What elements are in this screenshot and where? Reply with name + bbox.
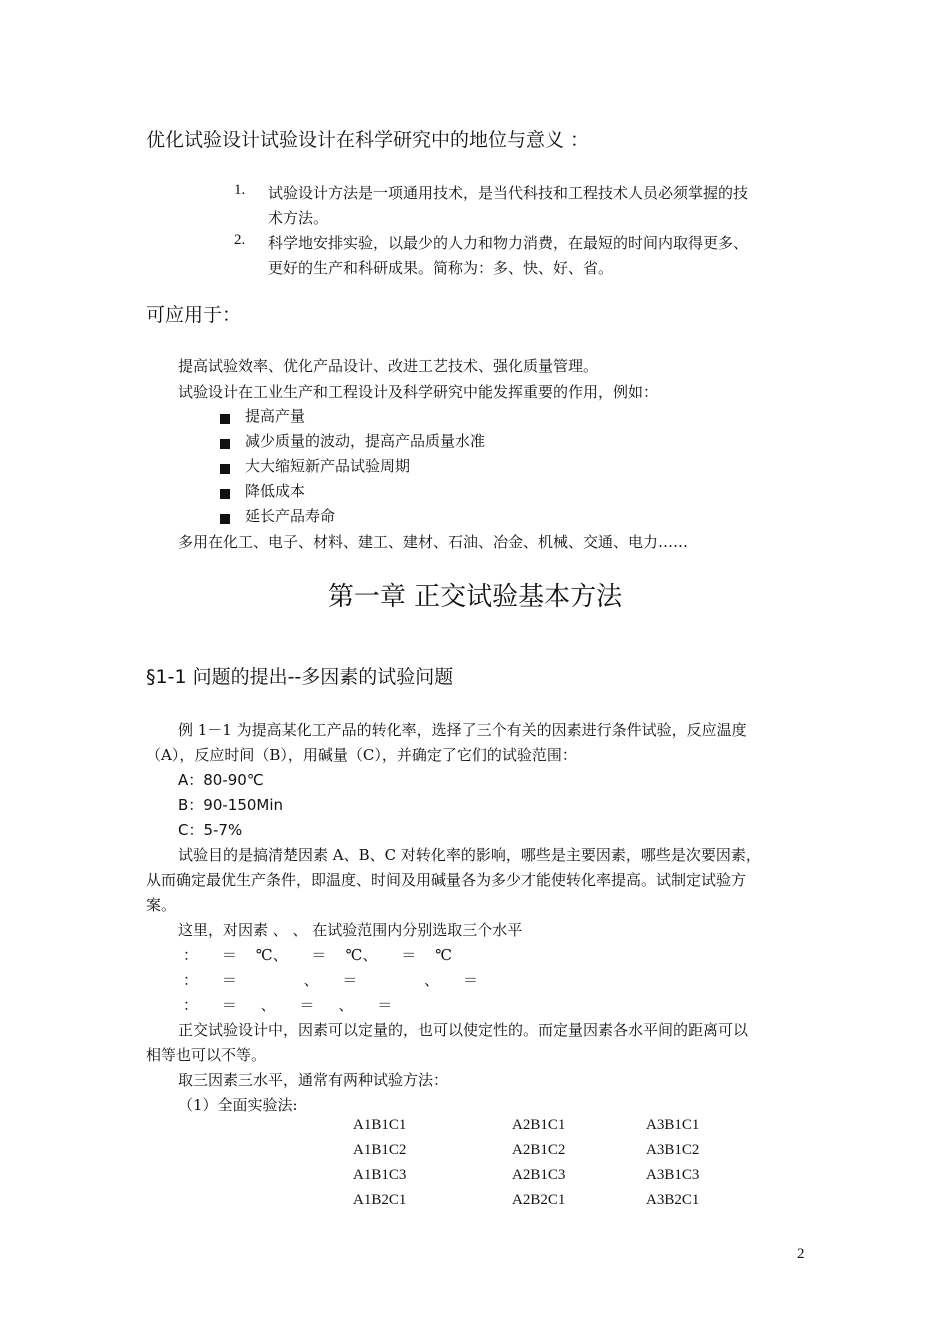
list-item-2-line2: 更好的生产和科研成果。简称为：多、快、好、省。 <box>268 259 614 277</box>
methods-intro: 取三因素三水平，通常有两种试验方法： <box>178 1071 449 1089</box>
combo-cell: A2B1C3 <box>512 1167 566 1183</box>
example-line2: （A），反应时间（B），用碱量（C），并确定了它们的试验范围： <box>146 746 577 764</box>
combo-cell: A1B1C2 <box>353 1142 407 1158</box>
purpose-line3: 案。 <box>146 896 177 914</box>
combo-cell: A3B2C1 <box>646 1192 700 1208</box>
level-row-b: ： ＝ 、 ＝ 、 ＝ <box>183 971 479 989</box>
level-row-a: ： ＝ ℃、 ＝ ℃、 ＝ ℃ <box>183 946 453 964</box>
list-item-1-line1: 试验设计方法是一项通用技术，是当代科技和工程技术人员必须掌握的技 <box>268 184 749 202</box>
list-number-1: 1. <box>234 182 246 198</box>
bullet-item-3: 大大缩短新产品试验周期 <box>245 457 411 475</box>
bullet-item-4: 降低成本 <box>245 482 306 500</box>
example-line1: 例 1－1 为提高某化工产品的转化率，选择了三个有关的因素进行条件试验，反应温度 <box>178 721 747 739</box>
page-number: 2 <box>797 1246 805 1262</box>
combo-cell: A1B1C1 <box>353 1117 407 1133</box>
purpose-line1: 试验目的是搞清楚因素 A、B、C 对转化率的影响，哪些是主要因素，哪些是次要因素， <box>178 846 761 864</box>
paragraph-applications: 提高试验效率、优化产品设计、改进工艺技术、强化质量管理。 <box>178 357 599 375</box>
subsection-title: §1-1 问题的提出--多因素的试验问题 <box>146 666 454 688</box>
bullet-icon <box>220 459 230 478</box>
purpose-line2: 从而确定最优生产条件，即温度、时间及用碱量各为多少才能使转化率提高。试制定试验方 <box>146 871 747 889</box>
combo-cell: A2B1C2 <box>512 1142 566 1158</box>
range-b: B：90-150Min <box>178 796 284 814</box>
combo-cell: A2B1C1 <box>512 1117 566 1133</box>
bullet-item-5: 延长产品寿命 <box>245 507 336 525</box>
range-a: A：80-90℃ <box>178 771 264 789</box>
combo-cell: A2B2C1 <box>512 1192 566 1208</box>
bullet-icon <box>220 484 230 503</box>
list-item-2-line1: 科学地安排实验，以最少的人力和物力消费，在最短的时间内取得更多、 <box>268 234 749 252</box>
section-title-applications: 可应用于： <box>146 304 242 326</box>
combo-cell: A1B2C1 <box>353 1192 407 1208</box>
section-title-significance: 优化试验设计试验设计在科学研究中的地位与意义 ： <box>146 129 590 151</box>
bullet-icon <box>220 409 230 428</box>
list-item-1-line2: 术方法。 <box>268 209 329 227</box>
level-row-c: ： ＝ 、 ＝ 、 ＝ <box>183 996 393 1014</box>
levels-intro: 这里，对因素 、 、 在试验范围内分别选取三个水平 <box>178 921 523 939</box>
bullet-item-1: 提高产量 <box>245 407 306 425</box>
paragraph-industries: 多用在化工、电子、材料、建工、建材、石油、冶金、机械、交通、电力…… <box>178 533 689 551</box>
range-c: C：5-7% <box>178 821 243 839</box>
combo-cell: A3B1C2 <box>646 1142 700 1158</box>
list-number-2: 2. <box>234 232 246 248</box>
combo-cell: A3B1C1 <box>646 1117 700 1133</box>
combo-cell: A3B1C3 <box>646 1167 700 1183</box>
full-method-label: （1）全面实验法: <box>178 1096 298 1114</box>
paragraph-roles: 试验设计在工业生产和工程设计及科学研究中能发挥重要的作用，例如： <box>178 383 659 401</box>
combo-cell: A1B1C3 <box>353 1167 407 1183</box>
note-line1: 正交试验设计中，因素可以定量的，也可以使定性的。而定量因素各水平间的距离可以 <box>178 1021 749 1039</box>
bullet-icon <box>220 509 230 528</box>
note-line2: 相等也可以不等。 <box>146 1046 267 1064</box>
bullet-item-2: 减少质量的波动，提高产品质量水准 <box>245 432 486 450</box>
bullet-icon <box>220 434 230 453</box>
chapter-title: 第一章 正交试验基本方法 <box>327 582 623 612</box>
